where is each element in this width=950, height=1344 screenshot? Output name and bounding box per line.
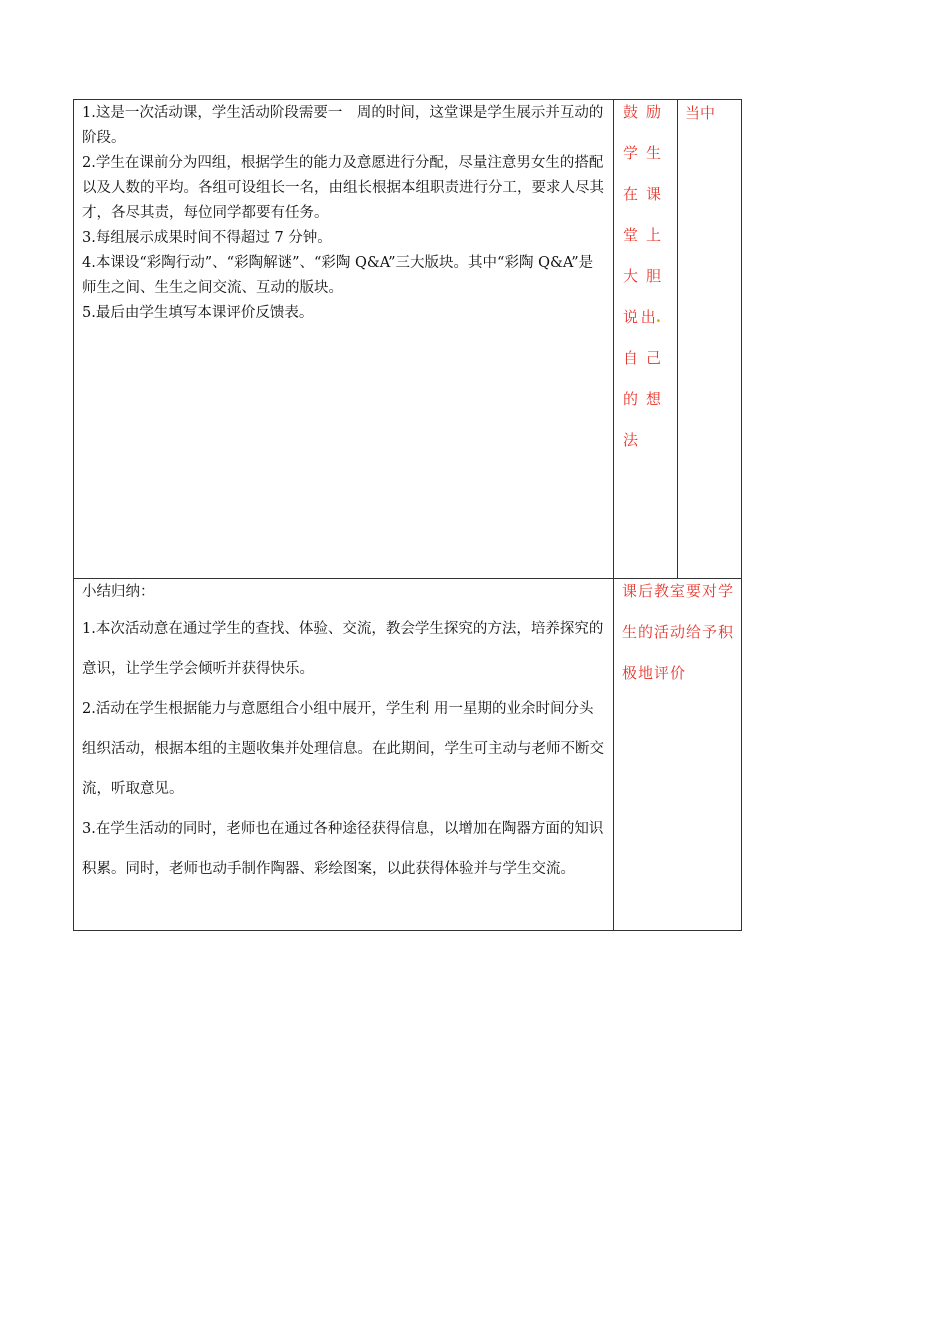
activity-paragraph-2: 2.学生在课前分为四组，根据学生的能力及意愿进行分配，尽量注意男女生的搭配以及人数的平均。各组可设组长一名，由组长根据本组职责进行分工，要求人尽其才，各尽其责，每位同学都要有任务。 (82, 155, 604, 221)
note-row: 学 生 (623, 144, 661, 162)
activity-paragraph-5: 5.最后由学生填写本课评价反馈表。 (82, 305, 314, 321)
note-row: 说 出. (623, 308, 661, 326)
note-row: 法 (623, 431, 639, 449)
column-divider-main (613, 99, 614, 931)
summary-paragraph-1: 1.本次活动意在通过学生的查找、体验、交流，教会学生探究的方法，培养探究的意识，让学生学会倾听并获得快乐。 (82, 621, 604, 677)
note-row: 鼓 励 (623, 103, 661, 121)
note-row: 大 胆 (623, 267, 661, 285)
note-row: 堂 上 (623, 226, 661, 244)
summary-heading: 小结归纳： (82, 584, 155, 600)
note-row: 在 课 (623, 185, 661, 203)
activity-paragraph-1: 1.这是一次活动课，学生活动阶段需要一 周的时间，这堂课是学生展示并互动的阶段。 (82, 105, 604, 146)
summary-paragraph-2: 2.活动在学生根据能力与意愿组合小组中展开，学生利 用一星期的业余时间分头组织活动，根据本组的主题收集并处理信息。在此期间，学生可主动与老师不断交流，听取意见。 (82, 701, 604, 797)
intent-note: 当中 (685, 104, 716, 122)
summary-paragraph-3: 3.在学生活动的同时，老师也在通过各种途径获得信息，以增加在陶器方面的知识积累。同时，老师也动手制作陶器、彩绘图案，以此获得体验并与学生交流。 (82, 821, 604, 877)
activity-process-cell (82, 101, 607, 326)
summary-note-cell (622, 571, 735, 694)
table-border-left (73, 99, 74, 931)
note-row: 自 己 (623, 349, 661, 367)
activity-paragraph-4: 4.本课设“彩陶行动”、“彩陶解谜”、“彩陶 Q&A”三大版块。其中“彩陶 Q&A”是师生之间、生生之间交流、互动的版块。 (82, 255, 594, 296)
activity-paragraph-3: 3.每组展示成果时间不得超过 7 分钟。 (82, 230, 332, 246)
summary-cell (82, 580, 607, 889)
column-divider-note (677, 99, 678, 579)
dot-mark: . (655, 308, 661, 326)
teacher-note-cell (623, 92, 673, 461)
summary-teacher-note: 课后教室要对学生的活动给予积极地评价 (622, 582, 735, 682)
note-row: 的 想 (623, 390, 661, 408)
lesson-table (73, 99, 742, 931)
summary-body (82, 609, 607, 889)
table-border-right (741, 99, 742, 931)
table-border-bottom (73, 930, 742, 931)
intent-note-cell (685, 101, 737, 125)
